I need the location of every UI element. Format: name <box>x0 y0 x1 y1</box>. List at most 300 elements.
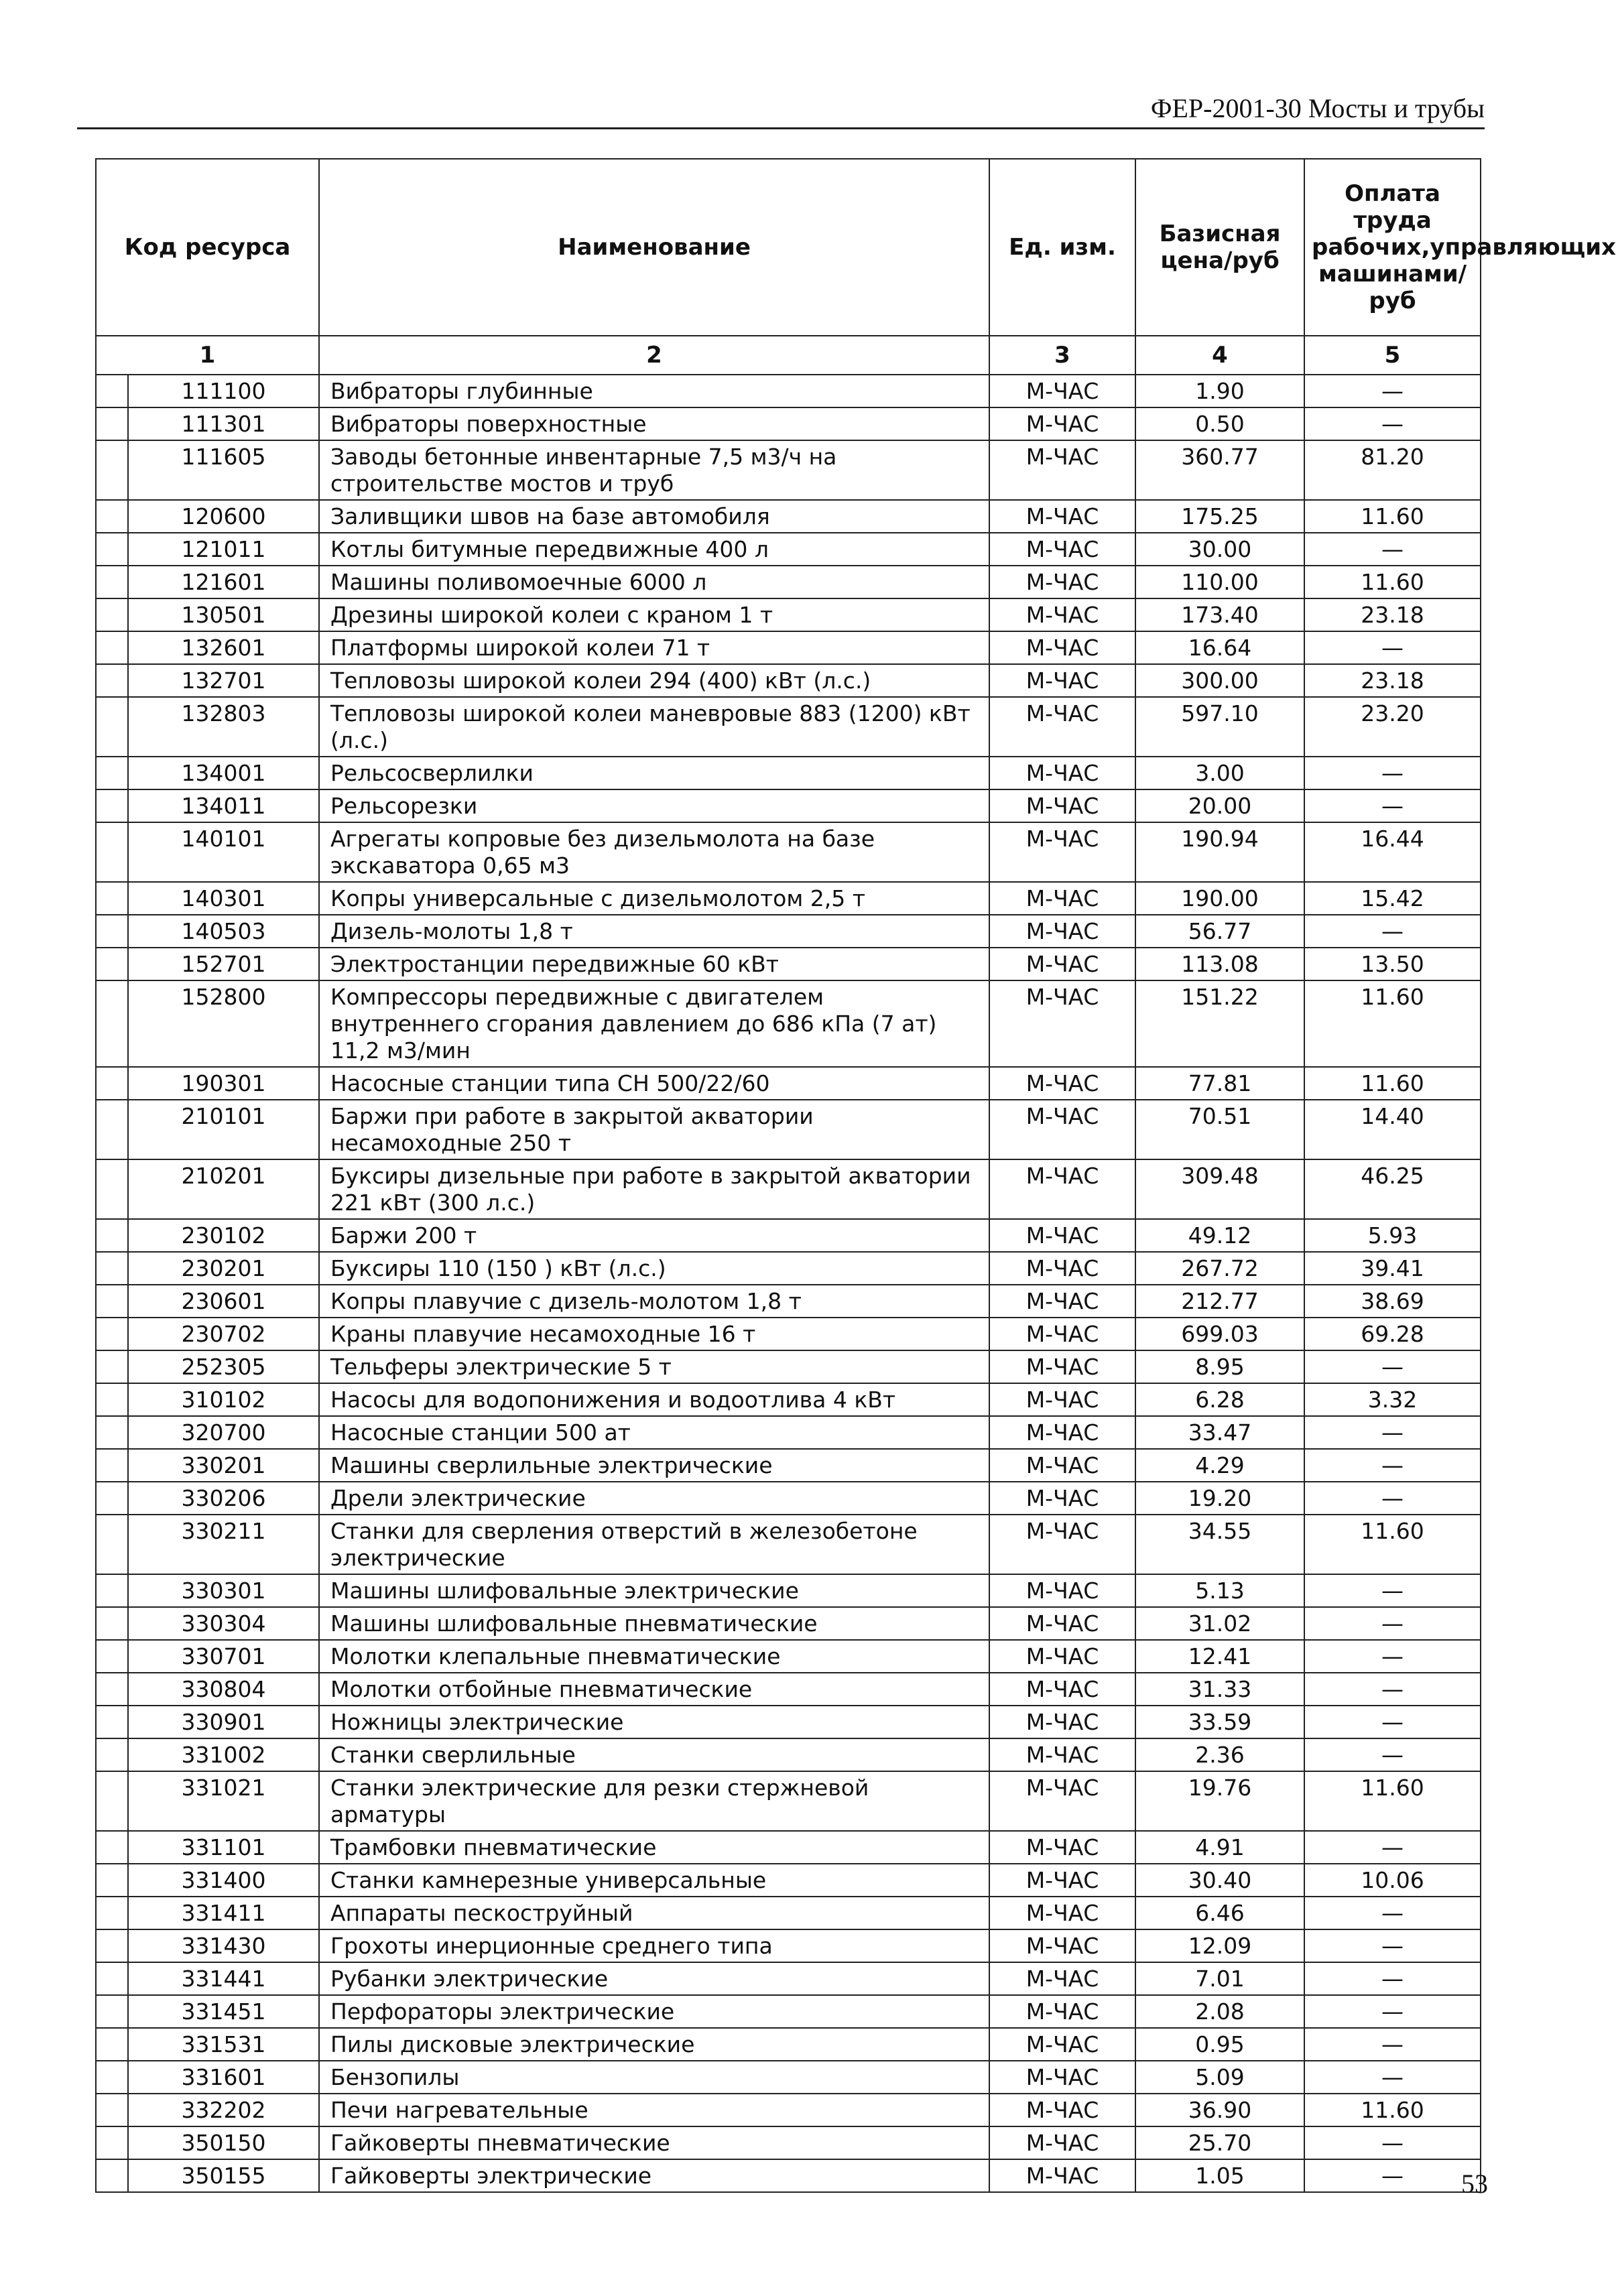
resource-operator-pay: — <box>1304 1995 1481 2028</box>
resource-price: 173.40 <box>1135 598 1304 631</box>
resource-name: Рельсорезки <box>319 789 989 822</box>
resource-name: Буксиры 110 (150 ) кВт (л.с.) <box>319 1252 989 1285</box>
row-margin-cell <box>96 1706 128 1738</box>
resource-name: Бензопилы <box>319 2061 989 2094</box>
resource-name: Насосы для водопонижения и водоотлива 4 кВт <box>319 1383 989 1416</box>
table-row <box>96 407 1481 440</box>
resource-operator-pay: 23.18 <box>1304 598 1481 631</box>
resource-price: 5.13 <box>1135 1574 1304 1607</box>
resource-price: 30.40 <box>1135 1864 1304 1897</box>
table-row <box>96 1100 1481 1159</box>
resource-unit: М-ЧАС <box>989 1607 1135 1640</box>
resource-name: Краны плавучие несамоходные 16 т <box>319 1318 989 1350</box>
resource-operator-pay: — <box>1304 1449 1481 1482</box>
resource-operator-pay: — <box>1304 1416 1481 1449</box>
resource-code: 330901 <box>128 1706 319 1738</box>
header-unit: Ед. изм. <box>989 159 1135 336</box>
resource-price: 36.90 <box>1135 2094 1304 2126</box>
resource-price: 2.08 <box>1135 1995 1304 2028</box>
resource-operator-pay: — <box>1304 1574 1481 1607</box>
resource-unit: М-ЧАС <box>989 440 1135 500</box>
row-margin-cell <box>96 1673 128 1706</box>
row-margin-cell <box>96 697 128 757</box>
row-margin-cell <box>96 1482 128 1515</box>
resource-code: 134011 <box>128 789 319 822</box>
row-margin-cell <box>96 948 128 980</box>
table-row <box>96 1738 1481 1771</box>
row-margin-cell <box>96 1159 128 1219</box>
resource-operator-pay: 23.20 <box>1304 697 1481 757</box>
resource-code: 152800 <box>128 980 319 1067</box>
resource-price: 151.22 <box>1135 980 1304 1067</box>
resource-code: 331441 <box>128 1962 319 1995</box>
table-row <box>96 533 1481 566</box>
table-row <box>96 566 1481 598</box>
table-row <box>96 1929 1481 1962</box>
resource-name: Буксиры дизельные при работе в закрытой акватории 221 кВт (300 л.с.) <box>319 1159 989 1219</box>
row-margin-cell <box>96 915 128 948</box>
resource-name: Аппараты пескоструйный <box>319 1897 989 1929</box>
resource-code: 132803 <box>128 697 319 757</box>
table-row <box>96 1995 1481 2028</box>
table-row <box>96 1159 1481 1219</box>
resource-unit: М-ЧАС <box>989 980 1135 1067</box>
header-price: Базисная цена/руб <box>1135 159 1304 336</box>
resource-unit: М-ЧАС <box>989 1318 1135 1350</box>
resource-price: 7.01 <box>1135 1962 1304 1995</box>
resource-price: 0.50 <box>1135 407 1304 440</box>
resource-unit: М-ЧАС <box>989 1929 1135 1962</box>
column-number: 4 <box>1135 336 1304 375</box>
resource-operator-pay: — <box>1304 1897 1481 1929</box>
row-margin-cell <box>96 1252 128 1285</box>
resource-operator-pay: — <box>1304 1706 1481 1738</box>
table-row <box>96 1285 1481 1318</box>
resource-unit: М-ЧАС <box>989 566 1135 598</box>
row-margin-cell <box>96 1995 128 2028</box>
resource-operator-pay: 81.20 <box>1304 440 1481 500</box>
resource-name: Машины сверлильные электрические <box>319 1449 989 1482</box>
resource-code: 331531 <box>128 2028 319 2061</box>
resource-name: Тепловозы широкой колеи маневровые 883 (1200) кВт (л.с.) <box>319 697 989 757</box>
resource-operator-pay: — <box>1304 375 1481 407</box>
row-margin-cell <box>96 2126 128 2159</box>
resource-name: Пилы дисковые электрические <box>319 2028 989 2061</box>
resource-unit: М-ЧАС <box>989 1864 1135 1897</box>
resource-table <box>95 158 1616 2193</box>
table-row <box>96 2061 1481 2094</box>
column-number: 2 <box>319 336 989 375</box>
resource-code: 330206 <box>128 1482 319 1515</box>
resource-price: 190.00 <box>1135 882 1304 915</box>
resource-operator-pay: — <box>1304 1831 1481 1864</box>
table-row <box>96 915 1481 948</box>
resource-unit: М-ЧАС <box>989 2061 1135 2094</box>
table-row <box>96 2094 1481 2126</box>
resource-code: 320700 <box>128 1416 319 1449</box>
resource-code: 132701 <box>128 664 319 697</box>
table-row <box>96 1864 1481 1897</box>
resource-unit: М-ЧАС <box>989 1831 1135 1864</box>
resource-price: 360.77 <box>1135 440 1304 500</box>
resource-price: 8.95 <box>1135 1350 1304 1383</box>
table-row <box>96 757 1481 789</box>
row-margin-cell <box>96 1962 128 1995</box>
resource-name: Копры плавучие с дизель-молотом 1,8 т <box>319 1285 989 1318</box>
resource-code: 134001 <box>128 757 319 789</box>
resource-price: 19.76 <box>1135 1771 1304 1831</box>
resource-code: 111605 <box>128 440 319 500</box>
resource-operator-pay: — <box>1304 2159 1481 2192</box>
resource-unit: М-ЧАС <box>989 1416 1135 1449</box>
resource-name: Грохоты инерционные среднего типа <box>319 1929 989 1962</box>
row-margin-cell <box>96 1864 128 1897</box>
row-margin-cell <box>96 1285 128 1318</box>
resource-code: 121601 <box>128 566 319 598</box>
resource-code: 331601 <box>128 2061 319 2094</box>
resource-unit: М-ЧАС <box>989 2028 1135 2061</box>
row-margin-cell <box>96 598 128 631</box>
resource-code: 330201 <box>128 1449 319 1482</box>
resource-price: 31.33 <box>1135 1673 1304 1706</box>
resource-operator-pay: 15.42 <box>1304 882 1481 915</box>
resource-unit: М-ЧАС <box>989 631 1135 664</box>
resource-name: Дизель-молоты 1,8 т <box>319 915 989 948</box>
resource-price: 16.64 <box>1135 631 1304 664</box>
table-row <box>96 1383 1481 1416</box>
table-row <box>96 1897 1481 1929</box>
resource-unit: М-ЧАС <box>989 789 1135 822</box>
resource-name: Молотки клепальные пневматические <box>319 1640 989 1673</box>
resource-name: Вибраторы поверхностные <box>319 407 989 440</box>
resource-code: 152701 <box>128 948 319 980</box>
resource-unit: М-ЧАС <box>989 1252 1135 1285</box>
resource-code: 330804 <box>128 1673 319 1706</box>
row-margin-cell <box>96 1449 128 1482</box>
row-margin-cell <box>96 631 128 664</box>
row-margin-cell <box>96 1515 128 1574</box>
resource-operator-pay: — <box>1304 407 1481 440</box>
row-margin-cell <box>96 500 128 533</box>
resource-name: Тепловозы широкой колеи 294 (400) кВт (л.с.) <box>319 664 989 697</box>
resource-name: Компрессоры передвижные с двигателем внутреннего сгорания давлением до 686 кПа (7 ат) 11,2 м3/мин <box>319 980 989 1067</box>
resource-operator-pay: — <box>1304 757 1481 789</box>
table-row <box>96 631 1481 664</box>
table-row <box>96 1831 1481 1864</box>
resource-price: 309.48 <box>1135 1159 1304 1219</box>
resource-unit: М-ЧАС <box>989 1482 1135 1515</box>
header-code: Код ресурса <box>96 159 319 336</box>
resource-price: 56.77 <box>1135 915 1304 948</box>
row-margin-cell <box>96 980 128 1067</box>
row-margin-cell <box>96 1219 128 1252</box>
row-margin-cell <box>96 407 128 440</box>
table-row <box>96 1482 1481 1515</box>
resource-operator-pay: 11.60 <box>1304 2094 1481 2126</box>
table-header-row <box>96 159 1481 336</box>
resource-name: Электростанции передвижные 60 кВт <box>319 948 989 980</box>
table-row <box>96 1962 1481 1995</box>
resource-operator-pay: 16.44 <box>1304 822 1481 882</box>
row-margin-cell <box>96 1831 128 1864</box>
resource-name: Баржи при работе в закрытой акватории несамоходные 250 т <box>319 1100 989 1159</box>
resource-name: Заливщики швов на базе автомобиля <box>319 500 989 533</box>
resource-code: 331101 <box>128 1831 319 1864</box>
table-row <box>96 789 1481 822</box>
table-row <box>96 1252 1481 1285</box>
resource-unit: М-ЧАС <box>989 1067 1135 1100</box>
resource-price: 20.00 <box>1135 789 1304 822</box>
table-row <box>96 2126 1481 2159</box>
row-margin-cell <box>96 1929 128 1962</box>
row-margin-cell <box>96 1318 128 1350</box>
resource-operator-pay: 46.25 <box>1304 1159 1481 1219</box>
table-row <box>96 664 1481 697</box>
resource-price: 5.09 <box>1135 2061 1304 2094</box>
resource-name: Молотки отбойные пневматические <box>319 1673 989 1706</box>
resource-unit: М-ЧАС <box>989 500 1135 533</box>
row-margin-cell <box>96 664 128 697</box>
resource-code: 331411 <box>128 1897 319 1929</box>
resource-name: Платформы широкой колеи 71 т <box>319 631 989 664</box>
resource-price: 6.46 <box>1135 1897 1304 1929</box>
resource-operator-pay: 11.60 <box>1304 980 1481 1067</box>
row-margin-cell <box>96 2159 128 2192</box>
resource-price: 597.10 <box>1135 697 1304 757</box>
resource-code: 331430 <box>128 1929 319 1962</box>
resource-code: 111301 <box>128 407 319 440</box>
resource-price: 25.70 <box>1135 2126 1304 2159</box>
table-row <box>96 2159 1481 2192</box>
resource-unit: М-ЧАС <box>989 1100 1135 1159</box>
resource-name: Печи нагревательные <box>319 2094 989 2126</box>
table-row <box>96 1219 1481 1252</box>
resource-code: 230201 <box>128 1252 319 1285</box>
resource-operator-pay: 39.41 <box>1304 1252 1481 1285</box>
resource-unit: М-ЧАС <box>989 664 1135 697</box>
resource-unit: М-ЧАС <box>989 1383 1135 1416</box>
row-margin-cell <box>96 1100 128 1159</box>
table-row <box>96 1449 1481 1482</box>
resource-name: Станки для сверления отверстий в железобетоне электрические <box>319 1515 989 1574</box>
resource-operator-pay: 14.40 <box>1304 1100 1481 1159</box>
resource-unit: М-ЧАС <box>989 882 1135 915</box>
resource-operator-pay: — <box>1304 1962 1481 1995</box>
table-row <box>96 375 1481 407</box>
resource-operator-pay: — <box>1304 533 1481 566</box>
resource-name: Копры универсальные с дизельмолотом 2,5 т <box>319 882 989 915</box>
resource-operator-pay: 69.28 <box>1304 1318 1481 1350</box>
resource-operator-pay: 11.60 <box>1304 1771 1481 1831</box>
table-row <box>96 1771 1481 1831</box>
row-margin-cell <box>96 1640 128 1673</box>
resource-operator-pay: — <box>1304 1640 1481 1673</box>
resource-operator-pay: — <box>1304 631 1481 664</box>
row-margin-cell <box>96 1350 128 1383</box>
resource-unit: М-ЧАС <box>989 697 1135 757</box>
resource-price: 2.36 <box>1135 1738 1304 1771</box>
resource-unit: М-ЧАС <box>989 822 1135 882</box>
resource-name: Машины шлифовальные электрические <box>319 1574 989 1607</box>
row-margin-cell <box>96 1771 128 1831</box>
table-row <box>96 1607 1481 1640</box>
resource-code: 210101 <box>128 1100 319 1159</box>
resource-operator-pay: — <box>1304 2061 1481 2094</box>
resource-code: 310102 <box>128 1383 319 1416</box>
resource-code: 330301 <box>128 1574 319 1607</box>
resource-price: 113.08 <box>1135 948 1304 980</box>
resource-unit: М-ЧАС <box>989 375 1135 407</box>
resource-name: Котлы битумные передвижные 400 л <box>319 533 989 566</box>
resource-operator-pay: — <box>1304 1673 1481 1706</box>
resource-code: 132601 <box>128 631 319 664</box>
row-margin-cell <box>96 789 128 822</box>
resource-code: 331400 <box>128 1864 319 1897</box>
column-number-row <box>96 336 1481 375</box>
row-margin-cell <box>96 757 128 789</box>
row-margin-cell <box>96 1416 128 1449</box>
resource-code: 332202 <box>128 2094 319 2126</box>
resource-name: Насосные станции типа СН 500/22/60 <box>319 1067 989 1100</box>
resource-unit: М-ЧАС <box>989 1897 1135 1929</box>
resource-unit: М-ЧАС <box>989 757 1135 789</box>
resource-operator-pay: — <box>1304 1607 1481 1640</box>
resource-name: Дрели электрические <box>319 1482 989 1515</box>
resource-unit: М-ЧАС <box>989 1159 1135 1219</box>
resource-unit: М-ЧАС <box>989 948 1135 980</box>
resource-price: 12.41 <box>1135 1640 1304 1673</box>
resource-name: Дрезины широкой колеи с краном 1 т <box>319 598 989 631</box>
resource-name: Агрегаты копровые без дизельмолота на базе экскаватора 0,65 м3 <box>319 822 989 882</box>
resource-unit: М-ЧАС <box>989 1285 1135 1318</box>
resource-code: 130501 <box>128 598 319 631</box>
resource-code: 140301 <box>128 882 319 915</box>
resource-price: 70.51 <box>1135 1100 1304 1159</box>
resource-price: 1.05 <box>1135 2159 1304 2192</box>
resource-price: 212.77 <box>1135 1285 1304 1318</box>
resource-code: 140503 <box>128 915 319 948</box>
resource-operator-pay: — <box>1304 1482 1481 1515</box>
page-number: 53 <box>1461 2169 1488 2199</box>
row-margin-cell <box>96 1383 128 1416</box>
resource-unit: М-ЧАС <box>989 1962 1135 1995</box>
resource-operator-pay: 11.60 <box>1304 566 1481 598</box>
table-row <box>96 697 1481 757</box>
resource-name: Станки электрические для резки стержневой арматуры <box>319 1771 989 1831</box>
resource-price: 4.29 <box>1135 1449 1304 1482</box>
resource-name: Ножницы электрические <box>319 1706 989 1738</box>
table-row <box>96 1574 1481 1607</box>
table-row <box>96 1416 1481 1449</box>
resource-price: 49.12 <box>1135 1219 1304 1252</box>
resource-price: 190.94 <box>1135 822 1304 882</box>
resource-operator-pay: 3.32 <box>1304 1383 1481 1416</box>
resource-code: 330211 <box>128 1515 319 1574</box>
row-margin-cell <box>96 2094 128 2126</box>
row-margin-cell <box>96 1897 128 1929</box>
resource-operator-pay: 11.60 <box>1304 1067 1481 1100</box>
row-margin-cell <box>96 533 128 566</box>
resource-operator-pay: — <box>1304 1929 1481 1962</box>
resource-name: Вибраторы глубинные <box>319 375 989 407</box>
resource-operator-pay: 13.50 <box>1304 948 1481 980</box>
resource-name: Машины поливомоечные 6000 л <box>319 566 989 598</box>
resource-price: 4.91 <box>1135 1831 1304 1864</box>
column-number: 3 <box>989 336 1135 375</box>
resource-name: Трамбовки пневматические <box>319 1831 989 1864</box>
resource-operator-pay: — <box>1304 789 1481 822</box>
resource-code: 331021 <box>128 1771 319 1831</box>
resource-code: 350150 <box>128 2126 319 2159</box>
resource-operator-pay: 11.60 <box>1304 1515 1481 1574</box>
table-row <box>96 598 1481 631</box>
resource-code: 331451 <box>128 1995 319 2028</box>
header-name: Наименование <box>319 159 989 336</box>
resource-unit: М-ЧАС <box>989 1219 1135 1252</box>
resource-code: 330701 <box>128 1640 319 1673</box>
resource-unit: М-ЧАС <box>989 533 1135 566</box>
row-margin-cell <box>96 822 128 882</box>
resource-code: 121011 <box>128 533 319 566</box>
row-margin-cell <box>96 882 128 915</box>
resource-price: 34.55 <box>1135 1515 1304 1574</box>
resource-operator-pay: 38.69 <box>1304 1285 1481 1318</box>
table-row <box>96 1640 1481 1673</box>
resource-unit: М-ЧАС <box>989 407 1135 440</box>
row-margin-cell <box>96 566 128 598</box>
resource-unit: М-ЧАС <box>989 1738 1135 1771</box>
table-row <box>96 1067 1481 1100</box>
resource-price: 0.95 <box>1135 2028 1304 2061</box>
resource-unit: М-ЧАС <box>989 1515 1135 1574</box>
resource-name: Баржи 200 т <box>319 1219 989 1252</box>
table-row <box>96 440 1481 500</box>
resource-unit: М-ЧАС <box>989 1449 1135 1482</box>
resource-operator-pay: 5.93 <box>1304 1219 1481 1252</box>
resource-operator-pay: 23.18 <box>1304 664 1481 697</box>
table-row <box>96 948 1481 980</box>
resource-code: 252305 <box>128 1350 319 1383</box>
resource-operator-pay: — <box>1304 2028 1481 2061</box>
resource-price: 30.00 <box>1135 533 1304 566</box>
resource-unit: М-ЧАС <box>989 1574 1135 1607</box>
resource-unit: М-ЧАС <box>989 1640 1135 1673</box>
row-margin-cell <box>96 375 128 407</box>
resource-price: 19.20 <box>1135 1482 1304 1515</box>
resource-price: 175.25 <box>1135 500 1304 533</box>
table-row <box>96 1706 1481 1738</box>
resource-name: Тельферы электрические 5 т <box>319 1350 989 1383</box>
resource-price: 12.09 <box>1135 1929 1304 1962</box>
resource-unit: М-ЧАС <box>989 1673 1135 1706</box>
header-pay: Оплата труда рабочих,управляющих машинами/руб <box>1304 159 1481 336</box>
resource-operator-pay: 11.60 <box>1304 500 1481 533</box>
table-row <box>96 1318 1481 1350</box>
resource-price: 77.81 <box>1135 1067 1304 1100</box>
table-row <box>96 1350 1481 1383</box>
table-row <box>96 1673 1481 1706</box>
resource-name: Машины шлифовальные пневматические <box>319 1607 989 1640</box>
resource-price: 1.90 <box>1135 375 1304 407</box>
resource-operator-pay: — <box>1304 1350 1481 1383</box>
resource-code: 111100 <box>128 375 319 407</box>
table-row <box>96 1515 1481 1574</box>
resource-price: 267.72 <box>1135 1252 1304 1285</box>
resource-price: 33.59 <box>1135 1706 1304 1738</box>
resource-unit: М-ЧАС <box>989 2094 1135 2126</box>
row-margin-cell <box>96 1067 128 1100</box>
resource-unit: М-ЧАС <box>989 2159 1135 2192</box>
